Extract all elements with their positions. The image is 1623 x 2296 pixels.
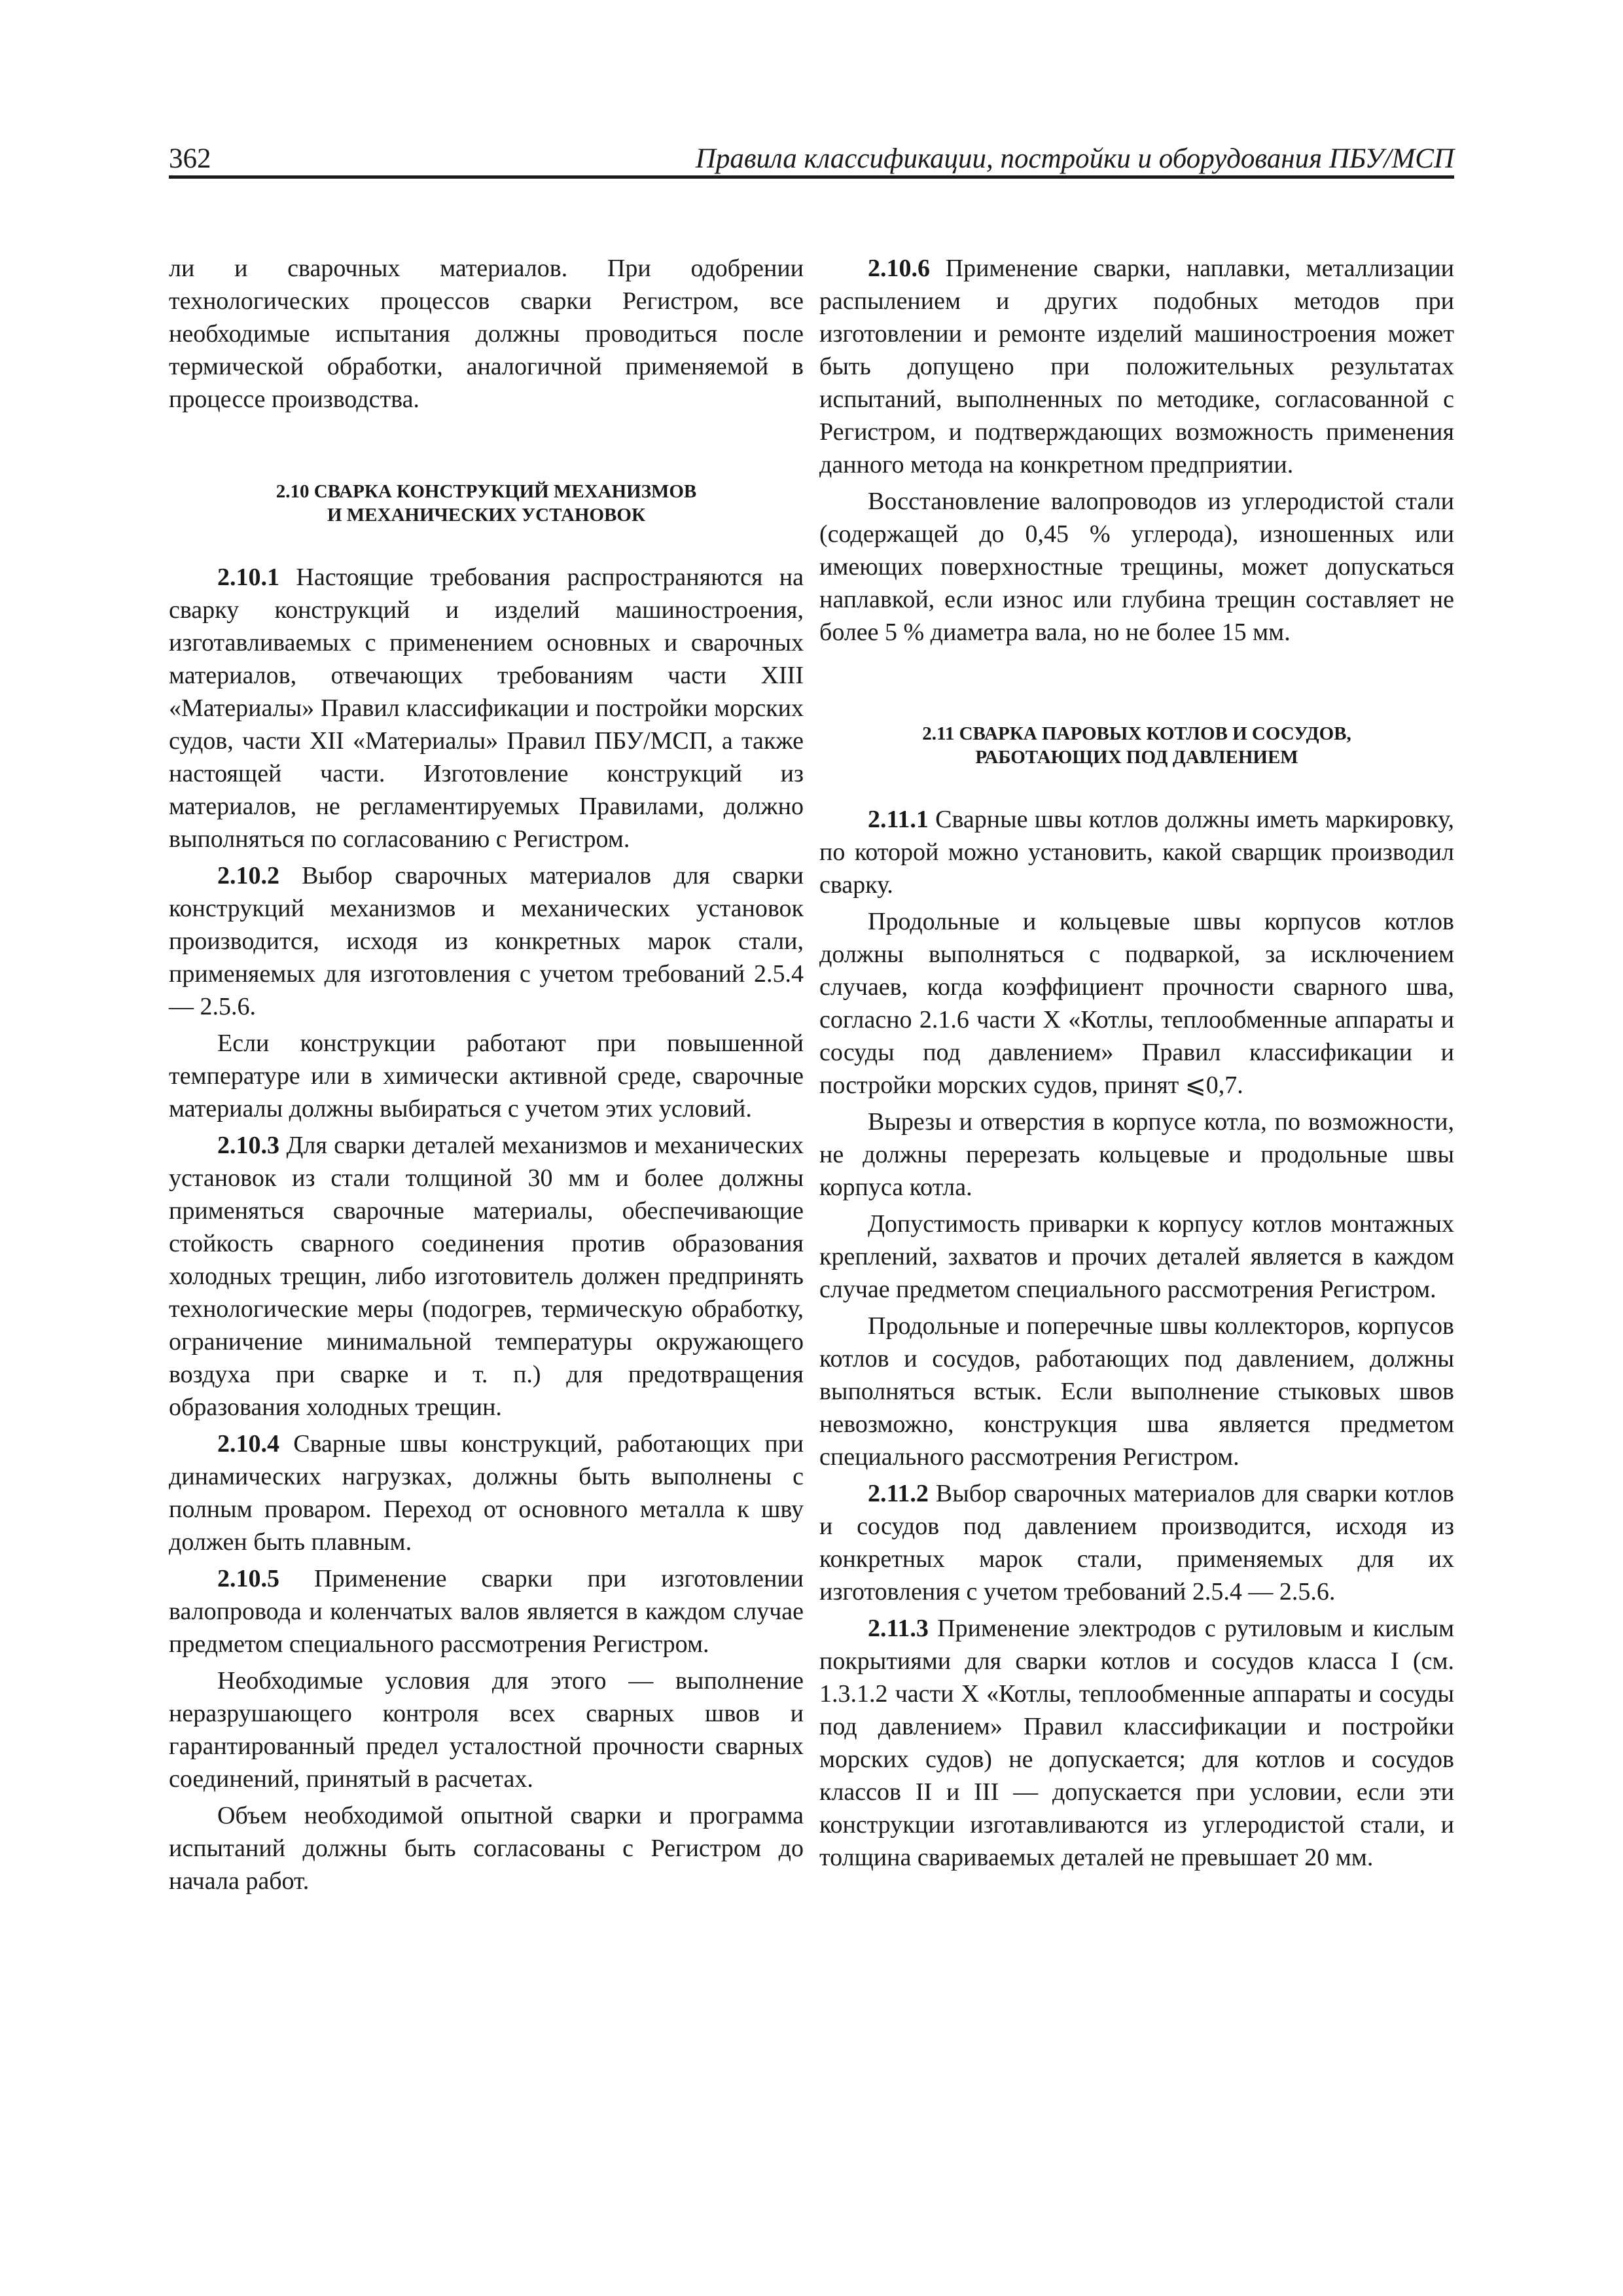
clause-text: Для сварки деталей механизмов и механических установок из стали толщиной 30 мм и более должны применяться сварочные материалы, обеспечивающие стойкость сварного соединения против образования холодных трещин, либо изготовитель должен предпринять технологические меры (подогрев, термическую обработку, ограничение минимальной температуры окружающего воздуха при сварке и т. п.) для предотвращения образования холодных трещин. [169, 1132, 804, 1421]
clause-text: Применение сварки при изготовлении валопровода и коленчатых валов является в каждом случае предметом специального рассмотрения Регистром. [169, 1565, 804, 1658]
header-rule [169, 175, 1454, 179]
clause-text: Применение сварки, наплавки, металлизации распылением и других подобных методов при изготовлении и ремонте изделий машиностроения может быть допущено при положительных результатах испытаний, выполненных по методике, согласованной с Регистром, и подтверждающих возможность применения данного метода на конкретном предприятии. [819, 255, 1455, 478]
clause-2-11-3 [819, 1612, 1454, 1874]
paragraph: Допустимость приварки к корпусу котлов монтажных креплений, захватов и прочих деталей является в каждом случае предметом специального рассмотрения Регистром. [819, 1210, 1454, 1303]
section-heading-2-10 [169, 480, 804, 527]
paragraph: Вырезы и отверстия в корпусе котла, по возможности, не должны перерезать кольцевые и продольные швы корпуса котла. [819, 1108, 1454, 1201]
paragraph: Если конструкции работают при повышенной температуре или в химически активной среде, сварочные материалы должны выбираться с учетом этих условий. [169, 1030, 804, 1122]
clause-2-10-3 [169, 1129, 804, 1424]
clause-2-11-2 [819, 1477, 1454, 1608]
spacer [819, 649, 1454, 722]
clause-2-10-4 [169, 1427, 804, 1558]
page-number: 362 [169, 143, 211, 174]
clause-number: 2.10.3 [217, 1132, 279, 1159]
clause-2-11-1 [819, 803, 1454, 901]
spacer [169, 416, 804, 480]
section-heading-2-11 [819, 722, 1454, 769]
paragraph: Восстановление валопроводов из углеродистой стали (содержащей до 0,45 % углерода), изношенных или имеющих поверхностные трещины, может допускаться наплавкой, если износ или глубина трещин составляет не более 5 % диаметра вала, но не более 15 мм. [819, 488, 1454, 646]
right-column [819, 252, 1454, 1874]
clause-2-10-6 [819, 252, 1454, 481]
clause-text: Выбор сварочных материалов для сварки конструкций механизмов и механических установок производится, исходя из конкретных марок стали, применяемых для изготовления с учетом требований 2.5.4 — 2.5.6. [169, 862, 804, 1020]
clause-number: 2.10.6 [868, 255, 930, 282]
paragraph: Объем необходимой опытной сварки и программа испытаний должны быть согласованы с Регистром до начала работ. [169, 1802, 804, 1895]
clause-text: Сварные швы конструкций, работающих при динамических нагрузках, должны быть выполнены с полным проваром. Переход от основного металла к шву должен быть плавным. [169, 1430, 804, 1556]
clause-text: Настоящие требования распространяются на сварку конструкций и изделий машиностроения, изготавливаемых с применением основных и сварочных материалов, отвечающих требованиям части XIII «Материалы» Правил классификации и постройки морских судов, части XII «Материалы» Правил ПБУ/МСП, а также настоящей части. Изготовление конструкций из материалов, не регламентируемых Правилами, должно выполняться по согласованию с Регистром. [169, 564, 804, 853]
clause-number: 2.11.2 [868, 1480, 929, 1507]
clause-text: Сварные швы котлов должны иметь маркировку, по которой можно установить, какой сварщик производил сварку. [819, 806, 1455, 899]
clause-number: 2.10.2 [217, 862, 279, 889]
left-column [169, 252, 804, 1897]
clause-2-10-1 [169, 561, 804, 855]
clause-number: 2.11.3 [868, 1615, 929, 1642]
paragraph: Необходимые условия для этого — выполнение неразрушающего контроля всех сварных швов и гарантированный предел усталостной прочности сварных соединений, принятый в расчетах. [169, 1667, 804, 1793]
heading-line: 2.11 СВАРКА ПАРОВЫХ КОТЛОВ И СОСУДОВ, [922, 723, 1351, 744]
heading-line: РАБОТАЮЩИХ ПОД ДАВЛЕНИЕМ [975, 747, 1298, 768]
spacer [169, 527, 804, 561]
clause-number: 2.10.1 [217, 564, 279, 591]
heading-line: И МЕХАНИЧЕСКИХ УСТАНОВОК [327, 505, 645, 526]
clause-2-10-2 [169, 859, 804, 1023]
clause-text: Выбор сварочных материалов для сварки котлов и сосудов под давлением производится, исходя из конкретных марок стали, применяемых для их изготовления с учетом требований 2.5.4 — 2.5.6. [819, 1480, 1455, 1605]
clause-2-10-5 [169, 1562, 804, 1660]
running-title: Правила классификации, постройки и оборудования ПБУ/МСП [695, 143, 1454, 174]
clause-number: 2.10.4 [217, 1430, 279, 1458]
paragraph: Продольные и кольцевые швы корпусов котлов должны выполняться с подваркой, за исключением случаев, когда коэффициент прочности сварного шва, согласно 2.1.6 части X «Котлы, теплообменные аппараты и сосуды под давлением» Правил классификации и постройки морских судов, принят ⩽0,7. [819, 908, 1454, 1099]
clause-number: 2.10.5 [217, 1565, 279, 1592]
heading-line: 2.10 СВАРКА КОНСТРУКЦИЙ МЕХАНИЗМОВ [276, 481, 697, 502]
clause-number: 2.11.1 [868, 806, 929, 833]
paragraph: Продольные и поперечные швы коллекторов, корпусов котлов и сосудов, работающих под давлением, должны выполняться встык. Если выполнение стыковых швов невозможно, конструкция шва является предметом специального рассмотрения Регистром. [819, 1312, 1454, 1471]
paragraph: ли и сварочных материалов. При одобрении технологических процессов сварки Регистром, все необходимые испытания должны проводиться после термической обработки, аналогичной применяемой в процессе производства. [169, 255, 804, 413]
clause-text: Применение электродов с рутиловым и кислым покрытиями для сварки котлов и сосудов класса I (см. 1.3.1.2 части X «Котлы, теплообменные аппараты и сосуды под давлением» Правил классификации и постройки морских судов) не допускается; для котлов и сосудов классов II и III — допускается при условии, если эти конструкции изготавливаются из углеродистой стали, и толщина свариваемых деталей не превышает 20 мм. [819, 1615, 1454, 1871]
spacer [819, 769, 1454, 803]
